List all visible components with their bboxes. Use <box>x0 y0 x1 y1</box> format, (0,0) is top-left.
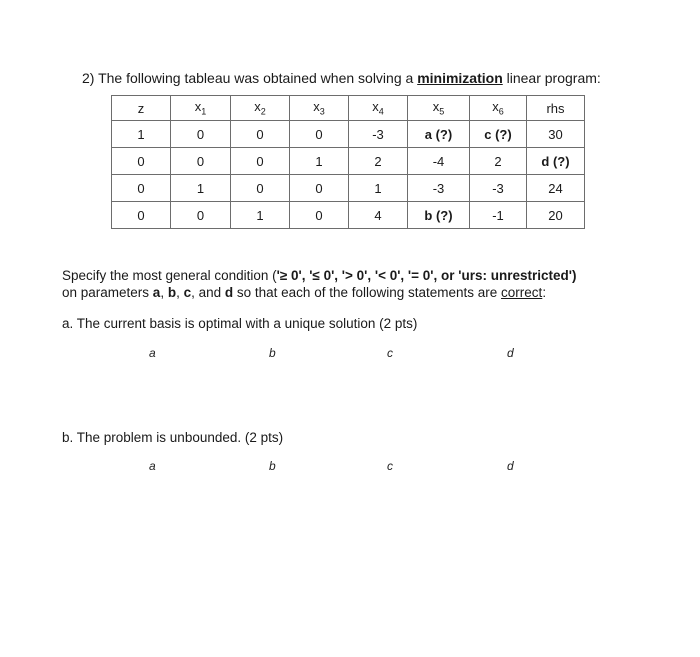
table-row <box>112 175 585 202</box>
table-cell: -3 <box>408 175 470 202</box>
table-cell: 0 <box>290 175 349 202</box>
table-cell: 1 <box>112 121 171 148</box>
table-cell: 0 <box>231 121 290 148</box>
table-cell: 0 <box>112 202 171 229</box>
table-cell: 0 <box>171 148 231 175</box>
part-a-var-c: c <box>387 346 393 360</box>
part-b-var-c: c <box>387 459 393 473</box>
table-cell: 1 <box>349 175 408 202</box>
table-cell: 0 <box>171 202 231 229</box>
table-row <box>112 148 585 175</box>
part-b-var-d: d <box>507 459 514 473</box>
instructions-text <box>62 267 682 301</box>
table-cell: -3 <box>349 121 408 148</box>
question-text: 2) The following tableau was obtained when solving a minimization linear program: <box>82 70 601 86</box>
param-a-cell: a (?) <box>408 121 470 148</box>
param-c-cell: c (?) <box>470 121 527 148</box>
header-z: z <box>112 96 171 121</box>
table-cell: 0 <box>290 202 349 229</box>
param-d-cell: d (?) <box>527 148 585 175</box>
table-cell: 1 <box>231 202 290 229</box>
part-a-var-b: b <box>269 346 276 360</box>
table-cell: -4 <box>408 148 470 175</box>
table-cell: 0 <box>171 121 231 148</box>
table-cell: 20 <box>527 202 585 229</box>
table-row <box>112 202 585 229</box>
instructions-line-2: on parameters a, b, c, and d so that each of the following statements are correct: <box>62 285 547 300</box>
table-cell: 4 <box>349 202 408 229</box>
table-cell: 30 <box>527 121 585 148</box>
minimization-keyword: minimization <box>417 70 503 86</box>
correct-word: correct <box>501 285 543 300</box>
param-b-cell: b (?) <box>408 202 470 229</box>
header-x6: $x_6$ <box>470 96 527 121</box>
table-cell: 1 <box>290 148 349 175</box>
table-row <box>112 121 585 148</box>
table-cell: 0 <box>112 175 171 202</box>
header-x1: $x_1$ <box>171 96 231 121</box>
table-cell: 24 <box>527 175 585 202</box>
part-b-label: b. The problem is unbounded. (2 pts) <box>62 430 284 445</box>
table-cell: 2 <box>470 148 527 175</box>
part-b-var-a: a <box>149 459 156 473</box>
table-cell: 2 <box>349 148 408 175</box>
table-cell: 0 <box>231 148 290 175</box>
header-x5: $x_5$ <box>408 96 470 121</box>
part-a-var-d: d <box>507 346 514 360</box>
header-x2: $x_2$ <box>231 96 290 121</box>
table-cell: 0 <box>112 148 171 175</box>
simplex-tableau <box>111 95 585 229</box>
conditions-list: '≥ 0', '≤ 0', '> 0', '< 0', '= 0', or 'urs: unrestricted' <box>276 268 572 283</box>
header-x3: $x_3$ <box>290 96 349 121</box>
table-cell: -3 <box>470 175 527 202</box>
instructions-line-1: Specify the most general condition ('≥ 0', '≤ 0', '> 0', '< 0', '= 0', or 'urs: unrestricted') <box>62 268 577 283</box>
header-x4: $x_4$ <box>349 96 408 121</box>
table-cell: -1 <box>470 202 527 229</box>
part-a-var-a: a <box>149 346 156 360</box>
table-cell: 1 <box>171 175 231 202</box>
table-cell: 0 <box>231 175 290 202</box>
tableau-header-row <box>112 96 585 121</box>
part-b-var-b: b <box>269 459 276 473</box>
table-cell: 0 <box>290 121 349 148</box>
header-rhs: rhs <box>527 96 585 121</box>
part-a-label: a. The current basis is optimal with a unique solution (2 pts) <box>62 316 418 331</box>
